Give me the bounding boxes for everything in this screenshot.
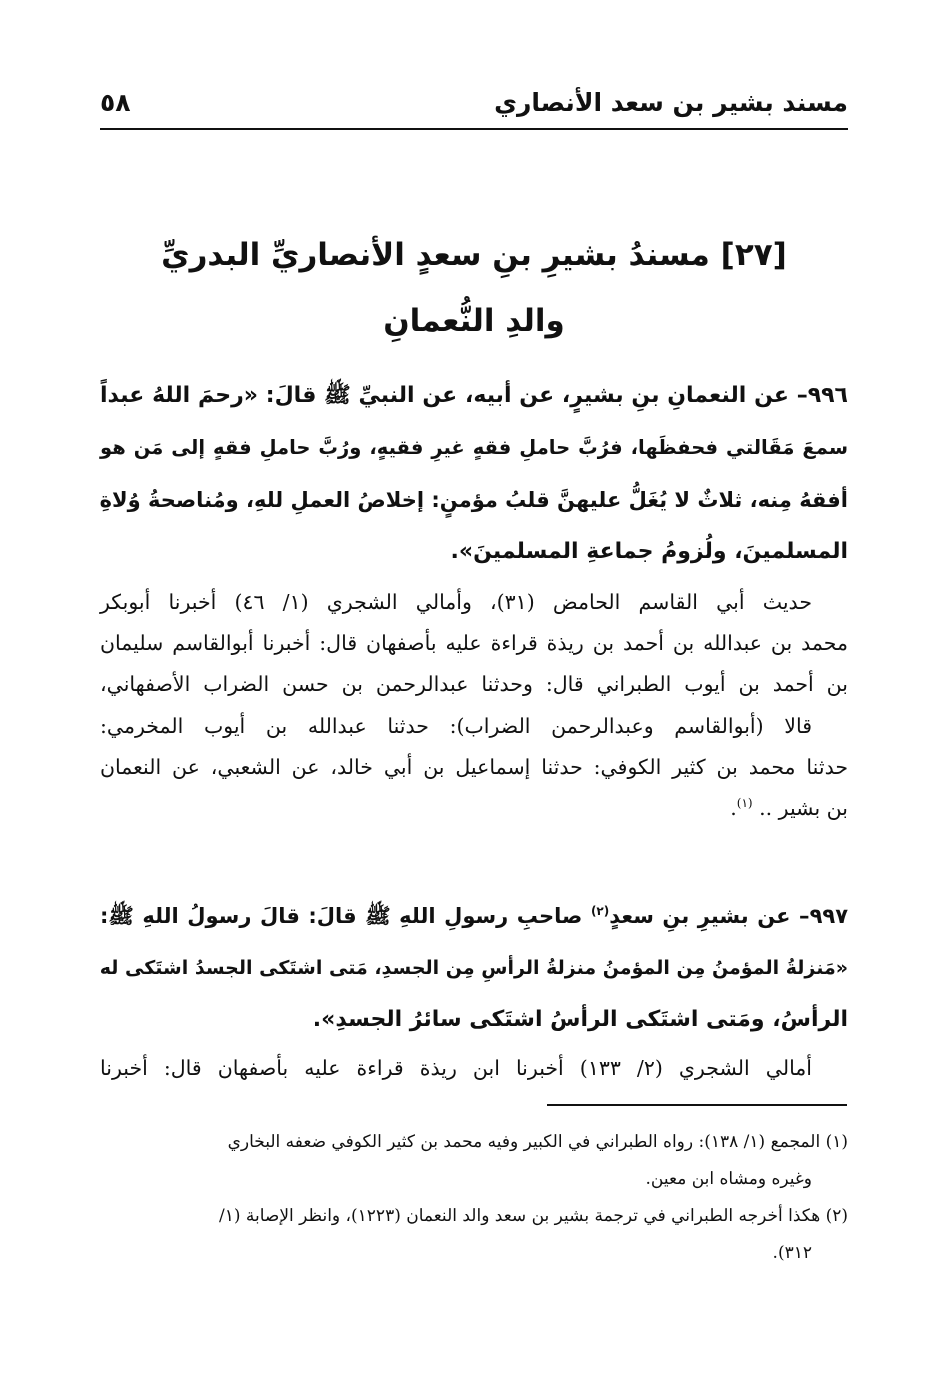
takhrij-line: قالا (أبوالقاسم وعبدالرحمن الضراب): حدثنا عبدالله بن أيوب المخرمي: — [100, 714, 812, 738]
footnote-ref-2[interactable]: (٢) — [590, 904, 610, 918]
footnote-rule — [547, 1104, 847, 1106]
takhrij-line: حدثنا محمد بن كثير الكوفي: حدثنا إسماعيل بن أبي خالد، عن الشعبي، عن النعمان — [100, 755, 848, 779]
chapter-title-line1: [٢٧] مسندُ بشيرِ بنِ سعدٍ الأنصاريِّ البدريِّ — [161, 237, 787, 273]
footnote-2 — [100, 1198, 848, 1272]
takhrij-line: أمالي الشجري (٢/ ١٣٣) أخبرنا ابن ريذة قراءة عليه بأصفهان قال: أخبرنا — [100, 1056, 812, 1080]
footnotes — [100, 1124, 848, 1272]
hadith-997-line2: «مَنزلةُ المؤمنُ مِن المؤمنُ منزلةُ الرأسِ مِن الجسدِ، مَتى اشتَكى الجسدُ اشتَكى له — [99, 957, 848, 979]
hadith-number: ٩٩٦ — [807, 383, 848, 408]
hadith-996-line2: سمعَ مَقَالتي فحفظَها، فرُبَّ حاملِ فقهٍ غيرِ فقيهٍ، ورُبَّ حاملِ فقهٍ إلى مَن هو — [100, 436, 848, 459]
takhrij-line: محمد بن عبدالله بن أحمد بن ريذة قراءة عليه بأصفهان قال: أخبرنا أبوالقاسم سليمان — [100, 631, 848, 655]
footnote-line: ٣١٢). — [772, 1243, 812, 1263]
takhrij-line: حديث أبي القاسم الحامض (٣١)، وأمالي الشجري (١/ ٤٦) أخبرنا أبوبكر — [100, 590, 812, 614]
footnote-line: (١) المجمع (١/ ١٣٨): رواه الطبراني في الكبير وفيه محمد بن كثير الكوفي ضعفه البخاري — [227, 1132, 848, 1152]
hadith-996-line1: ٩٩٦– عن النعمانِ بنِ بشيرٍ، عن أبيه، عن النبيِّ ﷺ قالَ: «رحمَ اللهُ عبداً — [100, 383, 848, 408]
takhrij-line: بن بشير .. $^{(١)}$. — [730, 796, 848, 820]
running-head — [100, 82, 848, 126]
takhrij-997 — [100, 1048, 848, 1089]
header-rule — [100, 128, 848, 130]
chapter-title-line2: والدِ النُّعمانِ — [383, 303, 565, 339]
footnote-1 — [100, 1124, 848, 1198]
hadith-997-line3: الرأسُ، ومَتى اشتَكى الرأسُ اشتَكى سائرُ الجسدِ». — [312, 1007, 848, 1032]
page-number: ٥٨ — [100, 88, 131, 117]
footnote-line: (٢) هكذا أخرجه الطبراني في ترجمة بشير بن سعد والد النعمان (١٢٢٣)، وانظر الإصابة (١/ — [218, 1206, 848, 1226]
hadith-996-line3: أفقهُ مِنه، ثلاثٌ لا يُغَلُّ عليهنَّ قلبُ مؤمنٍ: إخلاصُ العملِ للهِ، ومُناصحةُ وُلاةِ — [99, 488, 848, 512]
hadith-number: ٩٩٧ — [809, 904, 849, 928]
takhrij-996-para2 — [100, 706, 848, 829]
footnote-line: وغيره ومشاه ابن معين. — [645, 1169, 812, 1189]
hadith-996-line4: المسلمينَ، ولُزومُ جماعةِ المسلمينَ». — [450, 539, 848, 564]
takhrij-996-para1 — [100, 582, 848, 705]
footnote-marker: (١) — [825, 1132, 848, 1152]
hadith-997-line1: ٩٩٧– عن بشيرِ بنِ سعدٍ$^{(٢)}$ صاحبِ رسولِ اللهِ ﷺ قالَ: قالَ رسولُ اللهِ ﷺ: — [100, 904, 849, 928]
footnote-marker: (٢) — [825, 1206, 848, 1226]
footnote-ref-1[interactable]: (١) — [736, 796, 753, 811]
hadith-997 — [100, 890, 848, 1046]
hadith-996 — [100, 370, 848, 578]
chapter-title — [100, 222, 848, 354]
running-head-title: مسند بشير بن سعد الأنصاري — [494, 88, 848, 117]
takhrij-line: بن أحمد بن أيوب الطبراني قال: وحدثنا عبدالرحمن بن حسن الضراب الأصفهاني، — [100, 672, 848, 696]
